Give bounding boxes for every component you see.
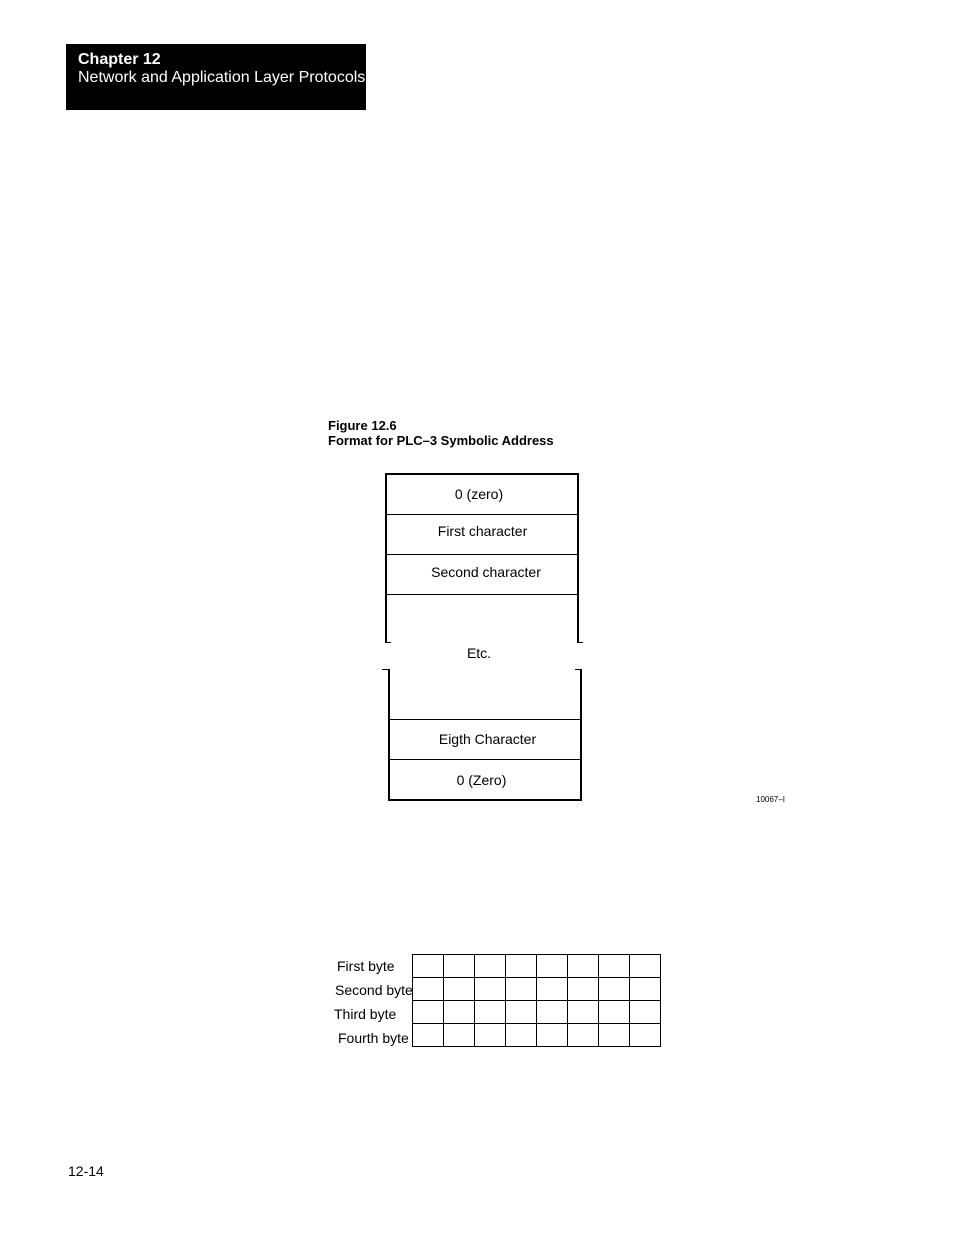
- bit-cell: [444, 1024, 475, 1047]
- divider: [385, 594, 578, 595]
- byte-row: [413, 1001, 661, 1024]
- bit-cell: [568, 1024, 599, 1047]
- figure-id: 10067–I: [756, 795, 785, 804]
- bit-cell: [599, 955, 630, 978]
- figure-number: Figure 12.6: [328, 418, 397, 433]
- chapter-header: [66, 44, 366, 110]
- chapter-title: Network and Application Layer Protocols: [78, 69, 366, 86]
- bit-cell: [475, 1001, 506, 1024]
- bit-cell: [444, 955, 475, 978]
- chapter-number: Chapter 12: [78, 51, 161, 68]
- bit-cell: [599, 1001, 630, 1024]
- byte-grid: [412, 954, 661, 1047]
- cell-eighth-character: Eigth Character: [438, 731, 537, 747]
- bit-cell: [630, 955, 661, 978]
- bit-cell: [475, 955, 506, 978]
- cell-zero-end: 0 (Zero): [456, 772, 507, 788]
- bit-cell: [537, 955, 568, 978]
- byte-label-third: Third byte: [334, 1006, 397, 1022]
- bit-cell: [599, 1024, 630, 1047]
- bit-cell: [537, 978, 568, 1001]
- break-mark: [577, 642, 583, 643]
- bit-cell: [568, 978, 599, 1001]
- byte-row: [413, 1024, 661, 1047]
- bit-cell: [413, 978, 444, 1001]
- bit-cell: [506, 1001, 537, 1024]
- byte-label-first: First byte: [337, 958, 395, 974]
- bit-cell: [413, 1001, 444, 1024]
- bit-cell: [413, 1024, 444, 1047]
- bit-cell: [444, 1001, 475, 1024]
- cell-zero-start: 0 (zero): [454, 486, 504, 502]
- bit-cell: [599, 978, 630, 1001]
- bit-cell: [630, 1024, 661, 1047]
- figure-title: Format for PLC–3 Symbolic Address: [328, 433, 554, 448]
- bit-cell: [568, 955, 599, 978]
- bit-cell: [506, 978, 537, 1001]
- cell-first-character: First character: [437, 523, 528, 539]
- bit-cell: [475, 1024, 506, 1047]
- bit-cell: [506, 955, 537, 978]
- bit-cell: [537, 1001, 568, 1024]
- bit-cell: [568, 1001, 599, 1024]
- byte-row: [413, 955, 661, 978]
- figure-caption: [328, 418, 554, 448]
- bit-cell: [537, 1024, 568, 1047]
- etc-label: Etc.: [466, 645, 492, 661]
- byte-label-second: Second byte: [335, 982, 413, 998]
- bit-cell: [630, 978, 661, 1001]
- break-mark: [385, 642, 391, 643]
- bit-cell: [630, 1001, 661, 1024]
- bit-cell: [475, 978, 506, 1001]
- bit-cell: [506, 1024, 537, 1047]
- bit-cell: [444, 978, 475, 1001]
- byte-row: [413, 978, 661, 1001]
- byte-label-fourth: Fourth byte: [338, 1030, 409, 1046]
- page-number: 12-14: [68, 1163, 104, 1179]
- cell-second-character: Second character: [431, 564, 541, 580]
- bit-cell: [413, 955, 444, 978]
